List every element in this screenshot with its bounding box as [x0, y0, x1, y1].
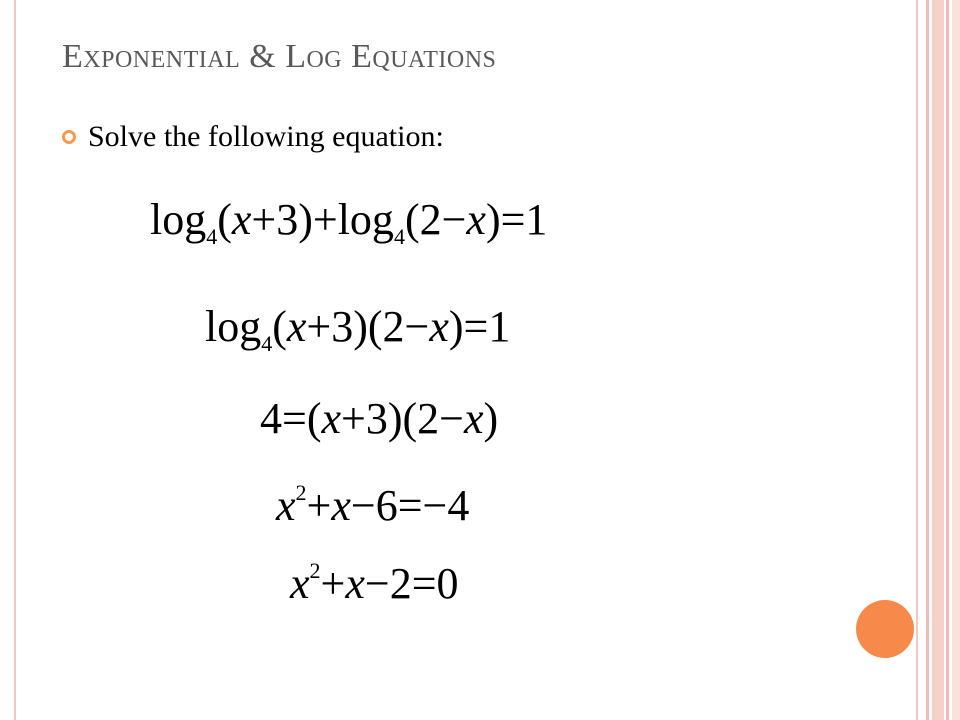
equation-2 — [205, 302, 511, 356]
eq-text: )=1 — [485, 195, 548, 244]
right-bar — [932, 0, 944, 720]
right-bar — [926, 0, 929, 720]
log-text: log — [205, 302, 262, 351]
variable-x: x — [321, 394, 341, 443]
left-decorative-rule — [14, 0, 16, 720]
right-decorative-bars — [916, 0, 960, 720]
equation-4 — [276, 482, 469, 528]
log-base: 4 — [393, 224, 405, 249]
eq-text: + — [320, 559, 346, 608]
eq-text: ) — [483, 394, 499, 443]
eq-text: )=1 — [448, 302, 511, 351]
eq-text: +3)(2− — [341, 394, 464, 443]
variable-x: x — [345, 559, 365, 608]
variable-x: x — [331, 481, 351, 530]
variable-x: x — [290, 559, 310, 608]
variable-x: x — [429, 302, 449, 351]
eq-text: ( — [272, 302, 287, 351]
right-bar — [952, 0, 960, 720]
variable-x: x — [276, 481, 296, 530]
eq-text: ( — [217, 195, 232, 244]
right-bar — [946, 0, 949, 720]
exponent: 2 — [309, 558, 321, 583]
slide-title: Exponential & Log Equations — [62, 38, 497, 75]
bullet-circle-icon — [62, 130, 76, 144]
variable-x: x — [466, 195, 486, 244]
right-bar — [916, 0, 918, 720]
eq-text: +3)+ — [251, 195, 338, 244]
eq-text: + — [306, 481, 332, 530]
log-text: log — [337, 195, 394, 244]
equation-5 — [290, 560, 459, 606]
log-base: 4 — [261, 331, 273, 356]
eq-text: −2=0 — [364, 559, 459, 608]
variable-x: x — [463, 394, 484, 443]
variable-x: x — [286, 302, 307, 351]
equation-1 — [150, 195, 548, 249]
log-base: 4 — [206, 224, 218, 249]
eq-text: (2− — [404, 195, 467, 244]
orange-circle-decoration — [856, 600, 914, 658]
exponent: 2 — [295, 480, 307, 505]
bullet-text: Solve the following equation: — [88, 120, 444, 153]
eq-text: 4=( — [260, 394, 322, 443]
variable-x: x — [231, 195, 252, 244]
bullet-item — [62, 120, 444, 154]
eq-text: +3)(2− — [306, 302, 430, 351]
eq-text: −6=−4 — [350, 481, 470, 530]
equation-3 — [260, 394, 499, 443]
log-text: log — [150, 195, 207, 244]
